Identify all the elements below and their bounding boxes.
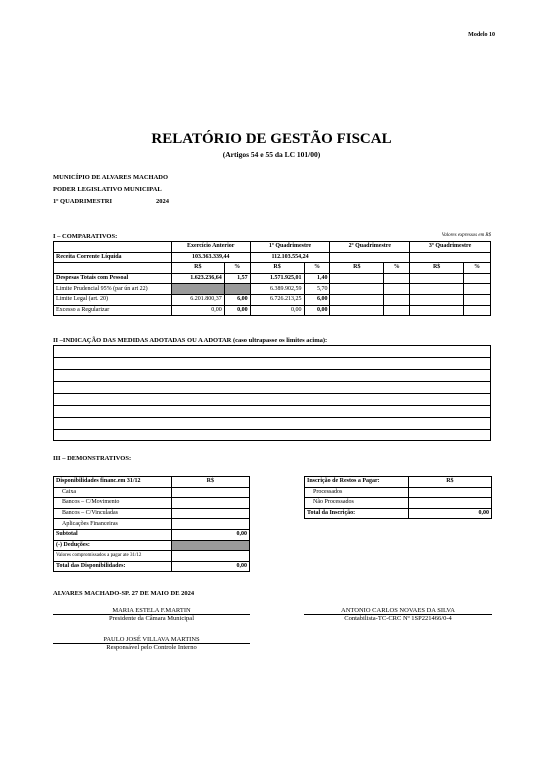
signer-role: Contabilista-TC-CRC Nº 1SP221466/0-4 [304,614,492,622]
cell-value [410,305,464,316]
table-row [54,508,250,519]
signer-name: MARIA ESTELA F.MARTIN [112,607,191,614]
item-value [171,487,249,498]
total-label: Total das Disponibilidades: [54,561,172,572]
values-note: Valores expressos em R$ [441,233,491,238]
row-label: Limite Legal (art. 20) [54,294,172,305]
medidas-line [54,406,490,418]
period-label: 1º QUADRIMESTRI [53,198,113,205]
item-value [408,498,491,509]
item-label: Não Processados [305,498,409,509]
item-label: Processados [305,487,409,498]
signer-name: PAULO JOSÉ VILLAVA MARTINS [103,636,200,643]
cell-value [384,305,410,316]
table-row [54,529,250,540]
table-row [54,519,250,530]
medidas-line [54,394,490,406]
table-row [54,498,250,509]
currency-header: R$ [408,477,491,488]
medidas-line [54,370,490,382]
currency-header: R$ [410,263,464,274]
place-date: ALVARES MACHADO-SP. 27 DE MAIO DE 2024 [53,590,195,597]
table-row [54,561,250,572]
item-value [171,498,249,509]
cell-value [384,284,410,295]
cell-value [464,294,491,305]
table-row [305,498,492,509]
cell-value [330,273,384,284]
cell-value: 1,40 [304,273,330,284]
rcl-value [410,252,491,263]
table-row [54,487,250,498]
percent-header: % [464,263,491,274]
cell-value [464,305,491,316]
percent-header: % [384,263,410,274]
total-value: 0,00 [408,508,491,519]
comparativos-table [53,241,491,316]
header-3-quadrimestre: 3º Quadrimestre [410,242,491,253]
cell-value: 6,00 [224,294,250,305]
signer-role: Responsável pelo Controle Interno [53,643,250,651]
item-label: Bancos – C/Vinculadas [54,508,172,519]
section-demonstrativos-title: III – DEMONSTRATIVOS: [53,455,132,462]
item-label: Aplicações Financeiras [54,519,172,530]
item-value [171,551,249,562]
table-row [54,551,250,562]
cell-value: 5,70 [304,284,330,295]
cell-value: 1.571.925,01 [250,273,304,284]
total-label: Total da Inscrição: [305,508,409,519]
cell-value [330,305,384,316]
compromissados-label: Valores compromissados a pagar ate 31/12 [54,551,172,562]
report-subtitle: (Artigos 54 e 55 da LC 101/00) [222,150,321,159]
signer-name: ANTONIO CARLOS NOVAES DA SILVA [341,607,455,614]
item-value [171,519,249,530]
currency-header: R$ [171,263,224,274]
medidas-line [54,346,490,358]
municipality: MUNICÍPIO DE ALVARES MACHADO [53,174,169,181]
table-row [305,487,492,498]
cell-value: 0,00 [250,305,304,316]
subtotal-label: Subtotal [54,529,172,540]
table-row [54,294,491,305]
shaded-cell [224,284,250,295]
cell-value [410,284,464,295]
cell-value [330,294,384,305]
currency-header: R$ [171,477,249,488]
cell-value [410,273,464,284]
currency-header: R$ [250,263,304,274]
section-medidas-title: II –INDICAÇÃO DAS MEDIDAS ADOTADAS OU A ADOTAR (caso ultrapasse os limites acima): [53,337,328,344]
table-row [305,508,492,519]
signature-block [53,636,250,651]
cell-value [464,284,491,295]
rcl-label: Receita Corrente Líquida [54,252,172,263]
medidas-line [54,418,490,430]
header-1-quadrimestre: 1º Quadrimestre [250,242,330,253]
signature-block [304,607,492,622]
table-row [54,273,491,284]
medidas-box [53,345,491,441]
cell-value [330,284,384,295]
rcl-value: 112.103.554,24 [250,252,330,263]
restos-header: Inscrição de Restos a Pagar: [305,477,409,488]
currency-header: R$ [330,263,384,274]
shaded-cell [171,284,224,295]
signer-role: Presidente da Câmara Municipal [53,614,250,622]
report-title: RELATÓRIO DE GESTÃO FISCAL [151,131,392,147]
blank-cell [54,263,172,274]
header-exercicio-anterior: Exercício Anterior [171,242,250,253]
item-value [171,508,249,519]
cell-value: 0,00 [224,305,250,316]
subtotal-value: 0,00 [171,529,249,540]
cell-value [464,273,491,284]
item-label: Bancos – C/Movimento [54,498,172,509]
cell-value: 0,00 [171,305,224,316]
medidas-line [54,430,490,442]
row-label: Limite Prudencial 95% (par ún art 22) [54,284,172,295]
cell-value: 0,00 [304,305,330,316]
power: PODER LEGISLATIVO MUNICIPAL [53,186,162,193]
rcl-value [330,252,410,263]
table-row [54,540,250,551]
cell-value [384,273,410,284]
cell-value: 6.726.213,25 [250,294,304,305]
shaded-cell [171,540,249,551]
year: 2024 [156,198,169,205]
signature-block [53,607,250,622]
cell-value: 6.389.902,59 [250,284,304,295]
disponibilidades-header: Disponibilidades financ.em 31/12 [54,477,172,488]
restos-table [304,476,492,519]
disponibilidades-table [53,476,250,572]
table-row [54,284,491,295]
row-label: Despesas Totais com Pessoal [54,273,172,284]
item-label: Caixa [54,487,172,498]
percent-header: % [304,263,330,274]
cell-value [410,294,464,305]
row-label: Excesso a Regularizar [54,305,172,316]
cell-value: 1,57 [224,273,250,284]
medidas-line [54,358,490,370]
deducoes-label: (-) Deduções: [54,540,172,551]
model-label: Modelo 10 [468,32,495,38]
cell-value: 6,00 [304,294,330,305]
medidas-line [54,382,490,394]
blank-cell [54,242,172,253]
table-row [54,305,491,316]
section-comparativos-title: I – COMPARATIVOS: [53,233,118,240]
percent-header: % [224,263,250,274]
header-2-quadrimestre: 2º Quadrimestre [330,242,410,253]
cell-value: 6.201.800,37 [171,294,224,305]
total-value: 0,00 [171,561,249,572]
cell-value: 1.623.236,64 [171,273,224,284]
cell-value [384,294,410,305]
rcl-value: 103.363.339,44 [171,252,250,263]
item-value [408,487,491,498]
